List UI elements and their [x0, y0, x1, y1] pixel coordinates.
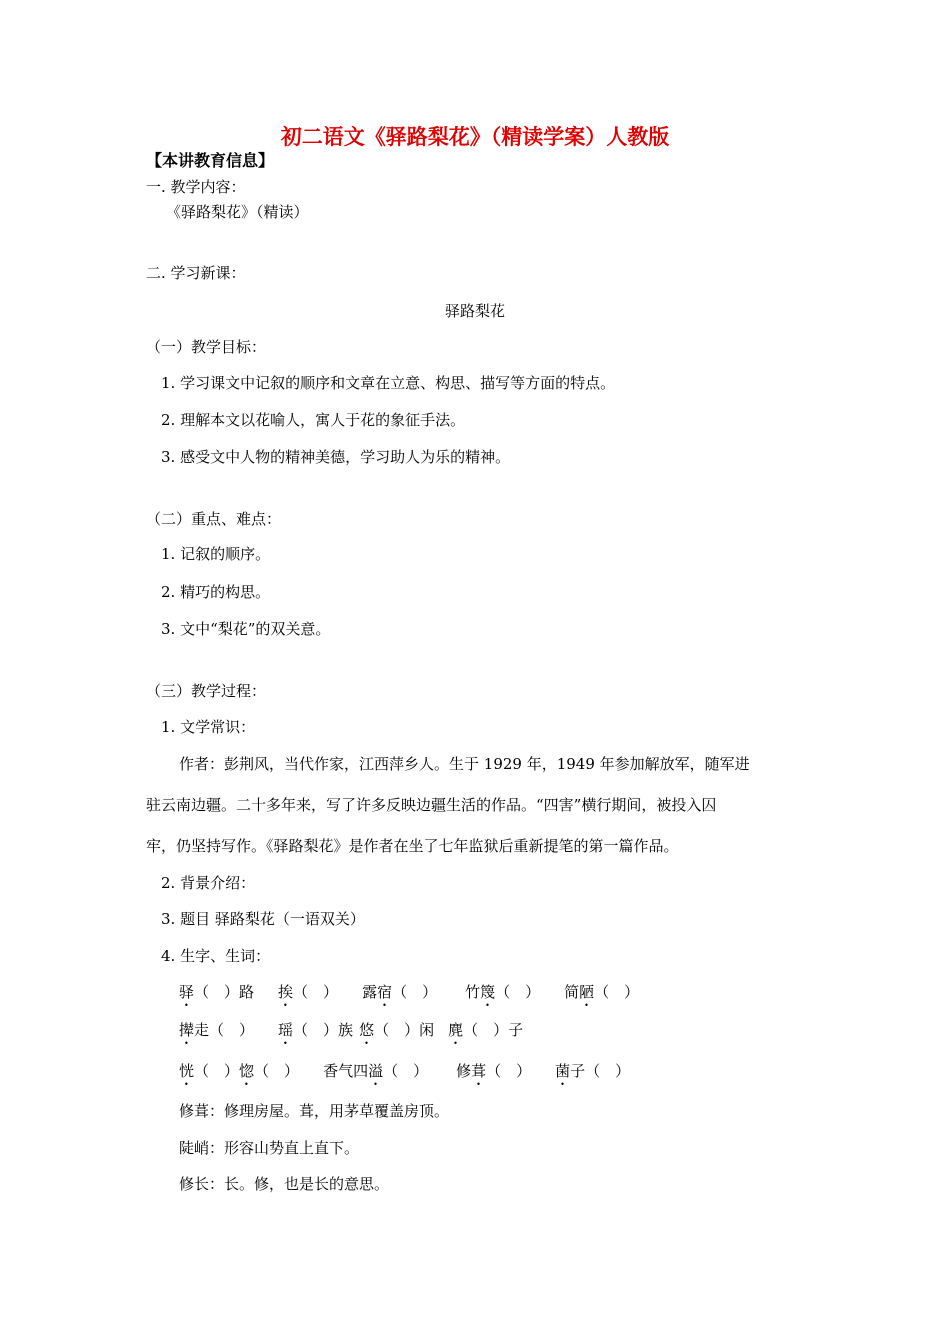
- vocab-char: 挨: [278, 983, 294, 1001]
- keypoint-item: 1. 记叙的顺序。: [161, 545, 271, 563]
- keypoints-heading: （二）重点、难点：: [146, 510, 282, 528]
- vocab-char: 葺: [471, 1062, 487, 1080]
- vocab-row: [179, 1061, 630, 1089]
- vocab-char: 麂: [448, 1021, 464, 1039]
- vocab-blank: （ ）: [254, 1062, 300, 1080]
- author-paragraph-line: 驻云南边疆。二十多年来，写了许多反映边疆生活的作品。“四害”横行期间，被投入囚: [146, 796, 717, 814]
- vocab-char: 驿: [179, 983, 195, 1001]
- vocab-blank: 走（ ）: [194, 1021, 255, 1039]
- goal-item: 2. 理解本文以花喻人，寓人于花的象征手法。: [161, 411, 466, 429]
- vocab-char: 瑶: [278, 1021, 294, 1039]
- process-item-background: 2. 背景介绍：: [161, 874, 256, 892]
- goals-heading: （一）教学目标：: [146, 338, 267, 356]
- definition: 陡峭：形容山势直上直下。: [179, 1139, 360, 1157]
- section1-content: 《驿路梨花》（精读）: [166, 203, 309, 221]
- process-item-title: 3. 题目 驿路梨花（一语双关）: [161, 910, 365, 928]
- vocab-blank: （ ）: [495, 983, 541, 1001]
- vocab-char: 悠: [359, 1021, 375, 1039]
- document-title: 初二语文《驿路梨花》（精读学案）人教版: [280, 124, 670, 149]
- vocab-blank: （ ）: [486, 1062, 532, 1080]
- goal-item: 1. 学习课文中记叙的顺序和文章在立意、构思、描写等方面的特点。: [161, 374, 616, 392]
- vocab-blank: （ ）: [293, 983, 339, 1001]
- process-heading: （三）教学过程：: [146, 682, 267, 700]
- vocab-blank: （ ）族: [293, 1021, 354, 1039]
- vocab-char: 香气四: [323, 1062, 369, 1080]
- vocab-char: 简: [564, 983, 580, 1001]
- vocab-blank: 子（ ）: [570, 1062, 631, 1080]
- goal-item: 3. 感受文中人物的精神美德，学习助人为乐的精神。: [161, 448, 511, 466]
- vocab-blank: （ ）路: [194, 983, 255, 1001]
- vocab-char: 撵: [179, 1021, 195, 1039]
- vocab-blank: （ ）闲: [374, 1021, 435, 1039]
- vocab-char: 惚: [239, 1062, 255, 1080]
- vocab-char: 宿（ ）: [377, 983, 438, 1001]
- vocab-char: 竹: [465, 983, 481, 1001]
- section1-label: 一. 教学内容：: [146, 178, 246, 196]
- vocab-char: 露: [362, 983, 378, 1001]
- vocab-char: 溢: [368, 1062, 384, 1080]
- info-header: 【本讲教育信息】: [146, 151, 275, 170]
- process-item-literature: 1. 文学常识：: [161, 718, 256, 736]
- keypoint-item: 2. 精巧的构思。: [161, 583, 271, 601]
- vocab-row: [179, 982, 639, 1010]
- vocab-char: 篾: [480, 983, 496, 1001]
- vocab-char: 陋: [579, 983, 595, 1001]
- lesson-title: 驿路梨花: [444, 302, 505, 320]
- keypoint-item: 3. 文中“梨花”的双关意。: [161, 620, 331, 638]
- vocab-blank: （ ）: [383, 1062, 429, 1080]
- author-paragraph-line: 作者：彭荆风，当代作家，江西萍乡人。生于 1929 年，1949 年参加解放军，随军进: [179, 755, 750, 773]
- vocab-row: [179, 1020, 523, 1048]
- definition: 修长：长。修，也是长的意思。: [179, 1175, 390, 1193]
- vocab-char: 修: [456, 1062, 472, 1080]
- vocab-char: 恍: [179, 1062, 195, 1080]
- vocab-blank: （ ）子: [463, 1021, 524, 1039]
- definition: 修葺：修理房屋。葺，用茅草覆盖房顶。: [179, 1102, 450, 1120]
- process-item-vocab: 4. 生字、生词：: [161, 947, 271, 965]
- vocab-blank: （ ）: [594, 983, 640, 1001]
- author-paragraph-line: 牢，仍坚持写作。《驿路梨花》是作者在坐了七年监狱后重新提笔的第一篇作品。: [146, 837, 679, 855]
- section2-label: 二. 学习新课：: [146, 264, 246, 282]
- vocab-char: 菌: [555, 1062, 571, 1080]
- vocab-blank: （ ）: [194, 1062, 240, 1080]
